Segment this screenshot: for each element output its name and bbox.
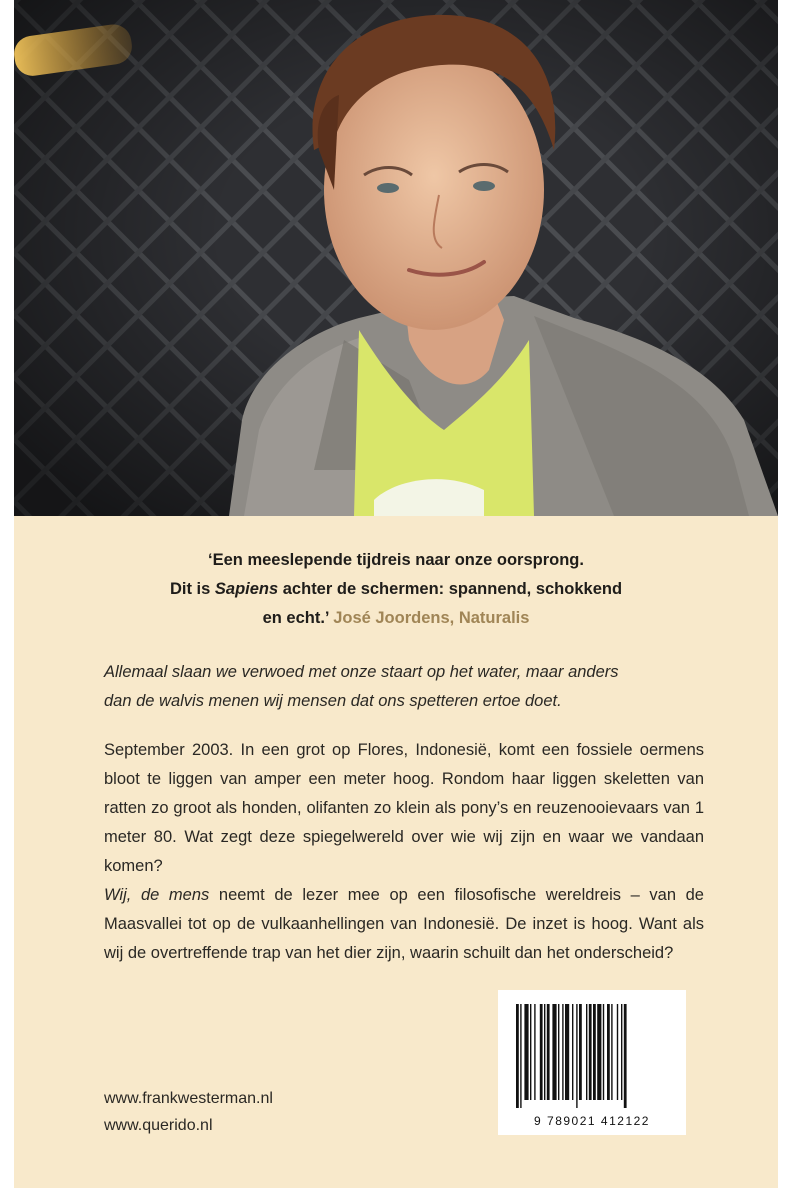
publisher-website-link[interactable]: www.querido.nl — [104, 1117, 213, 1134]
quote-line-3-text: en echt.’ — [262, 609, 329, 627]
quote-line-3 — [74, 604, 718, 633]
intro-tagline — [104, 658, 704, 716]
isbn-barcode — [498, 990, 686, 1135]
endorsement-quote — [74, 546, 718, 633]
intro-line-2: dan de walvis menen wij mensen dat ons spetteren ertoe doet. — [104, 692, 562, 710]
quote-line-2-start: Dit is — [169, 580, 215, 598]
book-title: Wij, de mens — [104, 886, 210, 904]
blurb-paragraph-2-text: neemt de lezer mee op een filosofische wereldreis – van de Maasvallei tot op de vulkaanhellingen van Indonesië. De inzet is hoog. Want als wij de overtreffende trap van het dier zijn, waarin schuilt dan het onderscheid? — [104, 886, 704, 962]
quote-line-2 — [74, 575, 718, 604]
intro-line-1: Allemaal slaan we verwoed met onze staart op het water, maar anders — [104, 663, 619, 681]
quote-book-title: Sapiens — [214, 580, 279, 598]
quote-line-2-end: achter de schermen: spannend, schokkend — [278, 580, 623, 598]
quote-attribution: José Joordens, Naturalis — [333, 609, 530, 627]
blurb-paragraph-1: September 2003. In een grot op Flores, Indonesië, komt een fossiele oermens bloot te liggen van amper een meter hoog. Rondom haar liggen skeletten van ratten zo groot als honden, olifanten zo klein als pony’s en reuzenooievaars van 1 meter 80. Wat zegt deze spiegelwereld over wie wij zijn en waar we vandaan komen? — [104, 741, 704, 875]
barcode-bars — [512, 1004, 672, 1112]
isbn-number: 9 789021 412122 — [534, 1114, 650, 1128]
author-website-link[interactable]: www.frankwesterman.nl — [104, 1090, 273, 1107]
quote-line-1: ‘Een meeslepende tijdreis naar onze oorsprong. — [208, 551, 584, 569]
author-photo — [14, 0, 778, 516]
book-back-cover — [14, 0, 778, 1188]
website-links — [104, 1085, 273, 1139]
blurb-paragraph-2 — [104, 881, 704, 968]
blurb-text — [104, 736, 704, 968]
